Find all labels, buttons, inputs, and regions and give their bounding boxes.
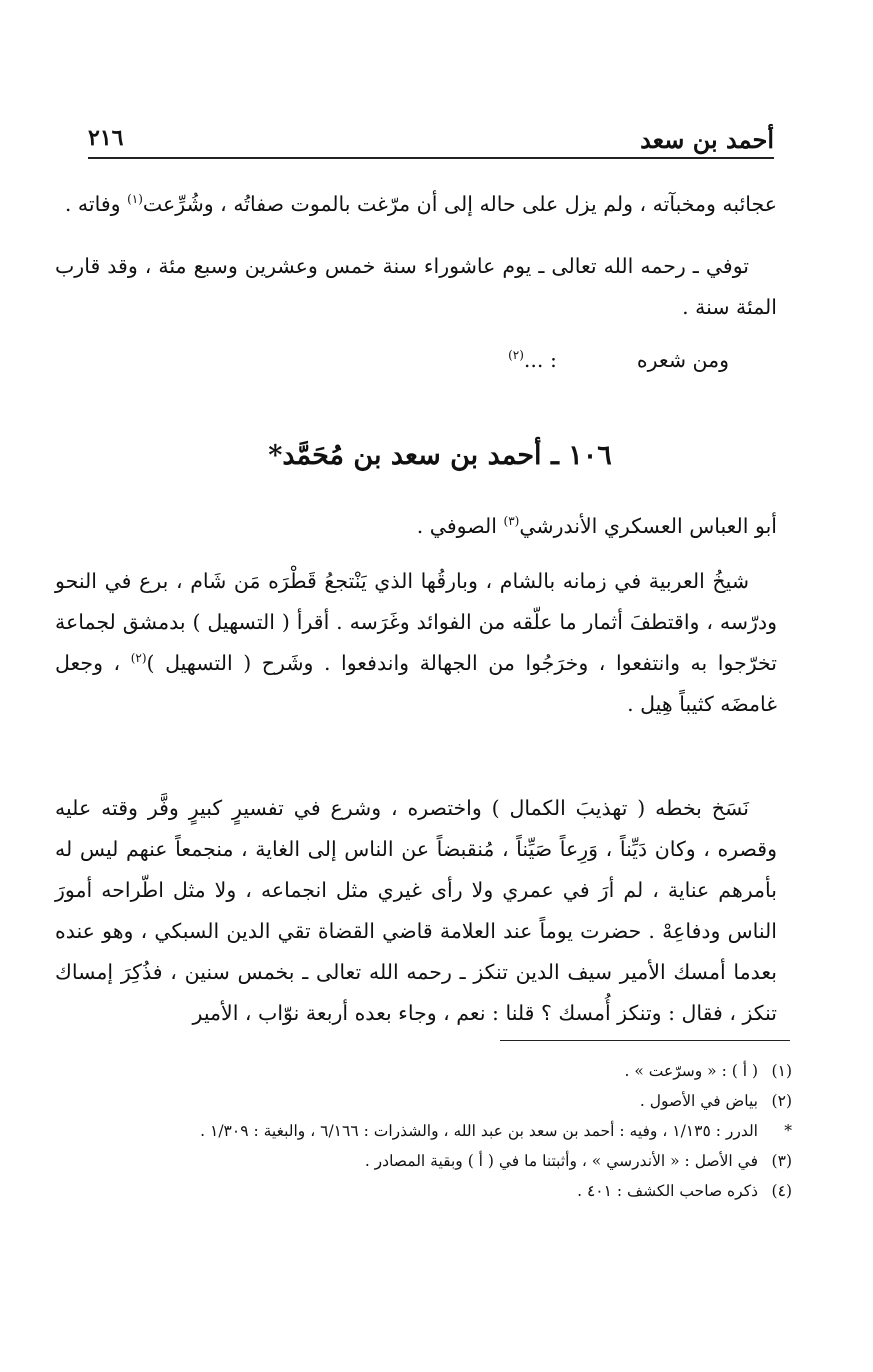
footnote-2 [120, 1086, 792, 1116]
footnote-text: ذكره صاحب الكشف : ٤٠١ . [577, 1182, 758, 1200]
footnote-marker: * [784, 1122, 792, 1140]
paragraph-continued-text: عجائبه ومخبآته ، ولم يزل على حاله إلى أن مرّغت بالموت صفاتُه ، وشُرِّعت [142, 192, 777, 216]
paragraph-continued [55, 184, 777, 225]
paragraph-kunya [55, 506, 777, 547]
footnote-text: في الأصل : « الأندرسي » ، وأثبتنا ما في ( أ ) وبقية المصادر . [364, 1152, 758, 1170]
poetry-label: ومن شعره [636, 348, 729, 372]
footnote-marker: (١) [771, 1062, 792, 1080]
footnote-1 [120, 1056, 792, 1086]
kunya-end: الصوفي . [416, 514, 497, 538]
footnote-ref-4: (٢) [130, 651, 147, 666]
footnote-text: بياض في الأصول . [639, 1092, 758, 1110]
poetry-text: : ... [523, 348, 557, 372]
paragraph-death-text: توفي ـ رحمه الله تعالى ـ يوم عاشوراء سنة خمس وعشرين وسبع مئة ، وقد قارب المئة سنة . [55, 254, 777, 319]
shaykh-end: ، وجعل غامضَه كثيباً هِيل . [55, 651, 777, 716]
paragraph-death [55, 246, 777, 328]
page-number: ٢١٦ [88, 125, 124, 151]
footnote-ref-3: (٣) [503, 514, 520, 529]
paragraph-shaykh [55, 561, 777, 725]
footnote-ref-1: (١) [127, 192, 143, 207]
footnote-marker: (٤) [771, 1182, 792, 1200]
footnote-marker: (٣) [771, 1152, 792, 1170]
footnote-4 [120, 1176, 792, 1206]
entry-heading: ١٠٦ ـ أحمد بن سعد بن مُحَمَّد* [268, 440, 612, 471]
footnotes [120, 1056, 792, 1206]
poetry-line [508, 348, 729, 372]
paragraph-naskh [55, 788, 777, 1034]
shaykh-text: شيخُ العربية في زمانه بالشام ، وبارقُها الذي يَنْتجعُ قَطْرَه مَن شَام ، برع في النحو ودرّسه ، واقتطفَ أثمار ما علّقه من الفوائد وغَرَسه . أقرأ ( التسهيل ) بدمشق لجماعة تخرّجوا به وانتفعوا ، وخرَجُوا من الجهالة واندفعوا . وشَرح ( التسهيل ) [55, 569, 777, 675]
running-header [88, 123, 774, 159]
footnote-marker: (٢) [771, 1092, 792, 1110]
kunya-text: أبو العباس العسكري الأندرشي [519, 514, 777, 538]
footnote-star [120, 1116, 792, 1146]
naskh-text: نَسَخ بخطه ( تهذيبَ الكمال ) واختصره ، وشرع في تفسيرٍ كبيرٍ وفَّر وقته عليه وقصره ، وكان دَيِّناً ، وَرِعاً صَيِّناً ، مُنقبضاً عن الناس إلى الغاية ، منجمعاً عنهم ليس له بأمرهم عناية ، لم أرَ في عمري ولا رأى غيري مثل انجماعه ، ولا مثل اطّراحه أمورَ الناس ودفاعِهْ . حضرت يوماً عند العلامة قاضي القضاة تقي الدين السبكي ، وهو عنده بعدما أمسك الأمير سيف الدين تنكز ـ رحمه الله تعالى ـ بخمس سنين ، فذُكِرَ إمساك تنكز ، فقال : وتنكز أُمسك ؟ قلنا : نعم ، وجاء بعده أربعة نوّاب ، الأمير [55, 796, 777, 1025]
footnote-3 [120, 1146, 792, 1176]
footnote-ref-2: (٢) [508, 348, 524, 363]
footnote-text: الدرر : ١/١٣٥ ، وفيه : أحمد بن سعد بن عبد الله ، والشذرات : ٦/١٦٦ ، والبغية : ١/٣٠٩ . [200, 1122, 758, 1140]
paragraph-continued-end: وفاته . [64, 192, 121, 216]
header-title: أحمد بن سعد [640, 125, 774, 154]
footnote-divider [500, 1040, 790, 1041]
footnote-text: ( أ ) : « وسرّعت » . [624, 1062, 758, 1080]
